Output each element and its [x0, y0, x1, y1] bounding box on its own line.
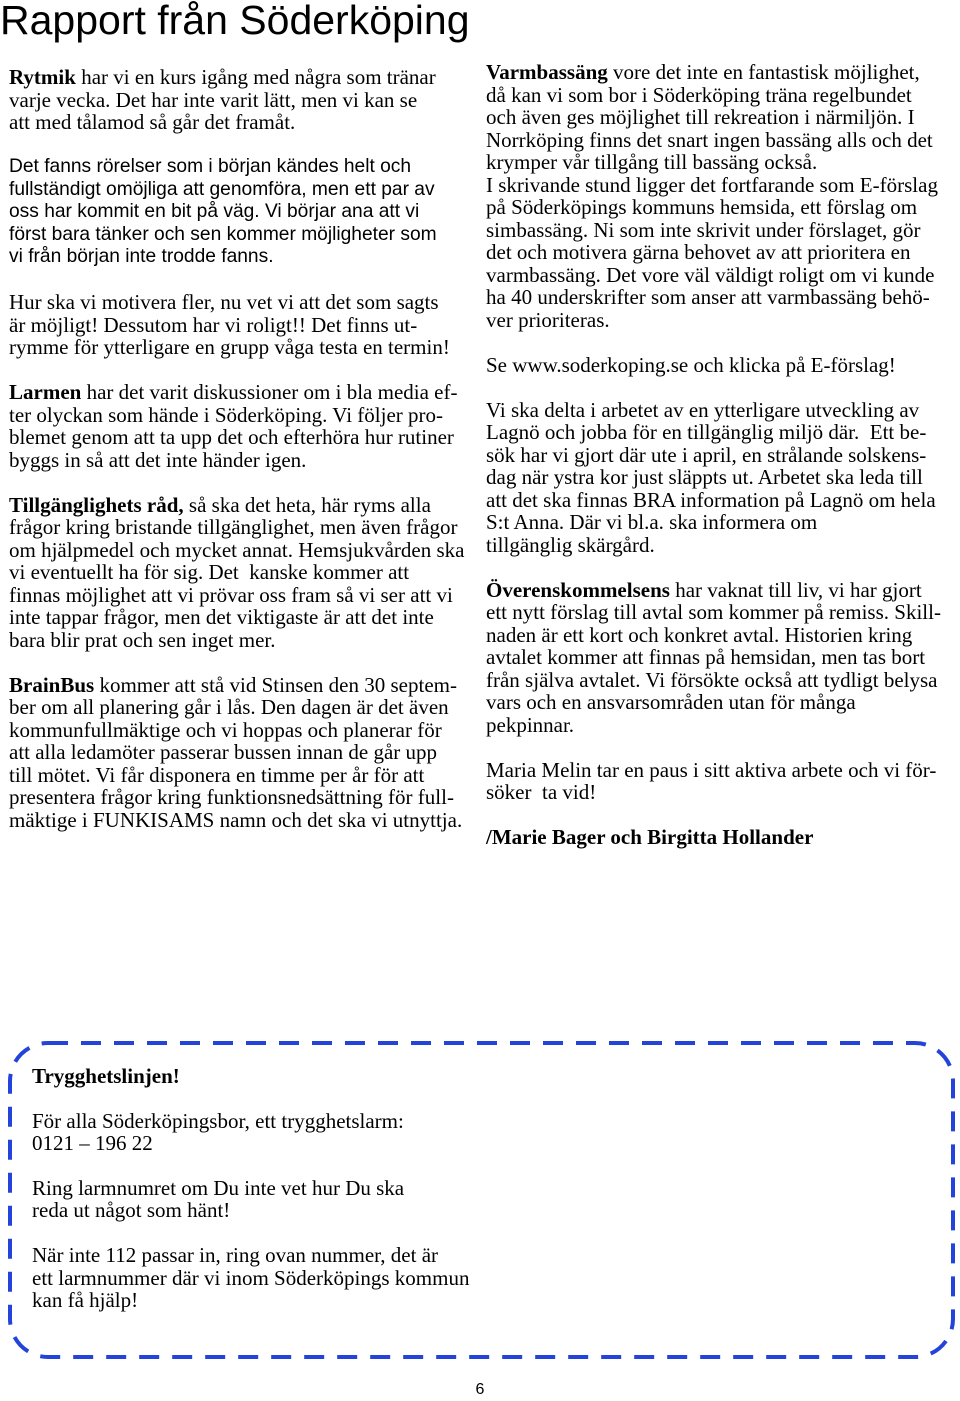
text-line: simbassäng. Ni som inte skrivit under förslaget, gör	[486, 217, 921, 242]
text-line: att det ska finnas BRA information på Lagnö om hela	[486, 487, 936, 512]
text-line: ett larmnummer där vi inom Söderköpings kommun	[32, 1265, 470, 1290]
paragraph-e-forslag-reference	[486, 354, 958, 377]
paragraph-rytmik	[9, 66, 481, 134]
lead-term: Överenskommelsens	[486, 577, 670, 602]
text-line: Rytmik har vi en kurs igång med några som tränar	[9, 65, 436, 89]
text-line: varje vecka. Det har inte varit lätt, men vi kan se	[9, 87, 418, 112]
lead-term: BrainBus	[9, 672, 95, 697]
text-line: Larmen har det varit diskussioner om i bla media ef-	[9, 380, 458, 404]
text-line: rymme för ytterligare en grupp våga testa en termin!	[9, 335, 450, 359]
box-paragraph-not-112	[32, 1244, 932, 1311]
text-line: ber om all planering går i lås. Den dagen är det även	[9, 695, 449, 719]
text-line: presentera frågor kring funktionsnedsättning för full-	[9, 785, 454, 809]
text-line: att med tålamod så går det framåt.	[9, 110, 296, 134]
text-line: mäktige i FUNKISAMS namn och det ska vi utnyttja.	[9, 807, 463, 832]
text-line: blemet genom att ta upp det och efterhöra hur rutiner	[9, 425, 454, 449]
paragraph-varmbassang	[486, 61, 958, 331]
page-number: 6	[475, 1381, 485, 1398]
text-line: Vi ska delta i arbetet av en ytterligare utveckling av	[486, 397, 920, 422]
text-line: Se www.soderkoping.se och klicka på E-förslag!	[486, 352, 896, 377]
text-line: varmbassäng. Det vore väl väldigt roligt om vi kunde	[486, 262, 935, 287]
text-line: det och motivera gärna behovet av att prioritera en	[486, 240, 911, 264]
text-line: Ring larmnumret om Du inte vet hur Du ska	[32, 1175, 405, 1200]
text-line: först bara tänker och sen kommer möjligheter som	[9, 223, 437, 245]
text-line: kommunfullmäktige och vi hoppas och planerar för	[9, 717, 442, 742]
text-line: ett nytt förslag till avtal som kommer på remiss. Skill-	[486, 600, 941, 624]
page-title: Rapport från Söderköping	[0, 0, 470, 43]
text-line: söker ta vid!	[486, 780, 597, 804]
text-line: Norrköping finns det snart ingen bassäng alls och det	[486, 127, 933, 152]
right-column	[486, 61, 958, 849]
text-line: inte tappar frågor, men det viktigaste är att det inte	[9, 605, 434, 629]
text-line: bara blir prat och sen inget mer.	[9, 627, 276, 652]
lead-term: Larmen	[9, 380, 82, 404]
text-line: För alla Söderköpingsbor, ett trygghetslarm:	[32, 1108, 404, 1133]
box-heading: Trygghetslinjen!	[32, 1064, 180, 1088]
text-line: BrainBus kommer att stå vid Stinsen den 30 septem-	[9, 672, 457, 697]
text-line: Hur ska vi motivera fler, nu vet vi att det som sagts	[9, 290, 439, 314]
lead-term: Varmbassäng	[486, 60, 608, 84]
text-line: ha 40 underskrifter som anser att varmbassäng behö-	[486, 285, 930, 309]
paragraph-motivation	[9, 291, 481, 359]
box-paragraph-alarm-number	[32, 1110, 932, 1155]
text-line: och även ges möjlighet till rekreation i närmiljön. I	[486, 105, 915, 129]
left-column	[9, 66, 481, 854]
text-line: ter olyckan som hände i Söderköping. Vi följer pro-	[9, 402, 444, 427]
text-line: fullständigt omöjliga att genomföra, men ett par av	[9, 178, 435, 200]
text-line: sök har vi gjort där ute i april, en strålande solskens-	[486, 442, 927, 467]
text-line: tillgänglig skärgård.	[486, 532, 655, 557]
text-line: När inte 112 passar in, ring ovan nummer, det är	[32, 1243, 439, 1268]
text-line: I skrivande stund ligger det fortfarande som E-förslag	[486, 172, 938, 197]
box-paragraph-when-to-call	[32, 1177, 932, 1222]
text-line: Överenskommelsens har vaknat till liv, vi har gjort	[486, 577, 922, 602]
signature: /Marie Bager och Birgitta Hollander	[486, 825, 814, 849]
paragraph-lagno	[486, 399, 958, 557]
text-line: naden är ett kort och konkret avtal. Historien kring	[486, 622, 913, 647]
text-line: dag när ystra kor just släppts ut. Arbetet ska leda till	[486, 465, 923, 489]
text-line: vi eventuellt ha för sig. Det kanske kommer att	[9, 560, 410, 584]
text-line: Maria Melin tar en paus i sitt aktiva arbete och vi för-	[486, 757, 937, 782]
paragraph-larmen	[9, 381, 481, 471]
paragraph-maria-melin	[486, 759, 958, 804]
text-line: till mötet. Vi får disponera en timme per år för att	[9, 762, 425, 787]
text-line: är möjligt! Dessutom har vi roligt!! Det finns ut-	[9, 312, 418, 337]
text-line: vi från början inte trodde fanns.	[9, 246, 274, 267]
text-line: Varmbassäng vore det inte en fantastisk möjlighet,	[486, 60, 920, 84]
text-line: om hjälpmedel och mycket annat. Hemsjukvården ska	[9, 537, 465, 562]
text-line: oss har kommit en bit på väg. Vi börjar ana att vi	[9, 201, 420, 222]
text-line: ver prioriteras.	[486, 307, 610, 332]
trygghetslinjen-box	[32, 1065, 932, 1334]
text-line: Lagnö och jobba för en tillgänglig miljö där. Ett be-	[486, 420, 927, 444]
text-line: Det fanns rörelser som i början kändes helt och	[9, 156, 412, 177]
text-line: reda ut något som hänt!	[32, 1198, 231, 1223]
text-line: byggs in så att det inte händer igen.	[9, 447, 307, 472]
text-line: vars och en ansvarsområden utan för många	[486, 690, 856, 714]
text-line: att alla ledamöter passerar bussen innan de går upp	[9, 740, 438, 764]
text-line: avtalet kommer att finnas på hemsidan, men tas bort	[486, 645, 926, 669]
lead-term: Tillgänglighets råd,	[9, 492, 184, 517]
text-line: frågor kring bristande tillgänglighet, men även frågor	[9, 515, 458, 539]
text-line: finnas möjlighet att vi prövar oss fram så vi ser att vi	[9, 582, 453, 607]
paragraph-movement-progress	[9, 156, 481, 269]
text-line: S:t Anna. Där vi bl.a. ska informera om	[486, 510, 818, 534]
text-line: 0121 – 196 22	[32, 1131, 153, 1156]
text-line: Tillgänglighets råd, så ska det heta, här ryms alla	[9, 492, 431, 517]
text-line: då kan vi som bor i Söderköping träna regelbundet	[486, 82, 912, 107]
text-line: krymper vår tillgång till bassäng också.	[486, 150, 818, 174]
text-line: från själva avtalet. Vi försökte också att tydligt belysa	[486, 667, 938, 692]
text-line: kan få hjälp!	[32, 1287, 139, 1312]
text-line: på Söderköpings kommuns hemsida, ett förslag om	[486, 195, 918, 219]
lead-term: Rytmik	[9, 65, 76, 89]
paragraph-brainbus	[9, 674, 481, 832]
paragraph-tillganglighetsrad	[9, 494, 481, 652]
text-line: pekpinnar.	[486, 712, 575, 737]
paragraph-overenskommelse	[486, 579, 958, 737]
